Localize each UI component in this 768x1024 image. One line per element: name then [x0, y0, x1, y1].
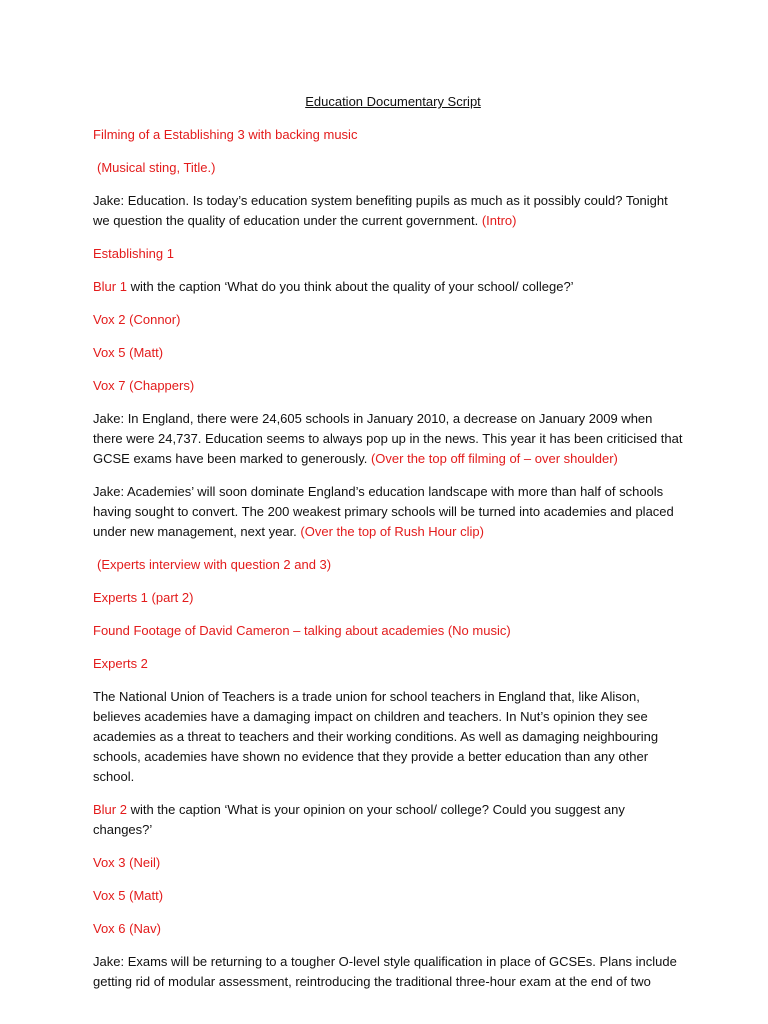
- cue-line: Experts 1 (part 2): [93, 590, 194, 605]
- vox-line: Vox 2 (Connor): [93, 312, 181, 327]
- narration-text: Exams will be returning to a tougher O-level style qualification in place of GCSEs. Plans include getting rid of modular assessment, reintroducing the traditional three-hour exam at the end of two: [93, 954, 677, 989]
- speaker-label: Jake:: [93, 484, 125, 499]
- vox-line: Vox 7 (Chappers): [93, 378, 195, 393]
- caption-text: with the caption ‘What is your opinion on your school/ college? Could you suggest any changes?’: [93, 802, 625, 837]
- caption-text: with the caption ‘What do you think about the quality of your school/ college?’: [126, 279, 574, 294]
- narration-paragraph: [93, 409, 683, 469]
- speaker-label: Jake:: [93, 954, 125, 969]
- blur-label: Blur 2: [93, 802, 127, 817]
- cue-line: Establishing 1: [93, 246, 174, 261]
- narration-paragraph: [93, 952, 683, 992]
- narration-text: Academies’ will soon dominate England’s education landscape with more than half of schools having sought to convert. The 200 weakest primary schools will be turned into academies and placed under new management, next year.: [93, 484, 674, 539]
- narration-text: Education. Is today’s education system benefiting pupils as much as it possibly could? Tonight we question the quality of education under the current government.: [93, 193, 668, 228]
- vox-line: Vox 5 (Matt): [93, 888, 164, 903]
- cue-line: (Experts interview with question 2 and 3): [97, 557, 332, 572]
- cue-line: (Musical sting, Title.): [97, 160, 216, 175]
- speaker-label: Jake:: [93, 411, 125, 426]
- document-title: Education Documentary Script: [305, 94, 481, 109]
- cue-line: Filming of a Establishing 3 with backing music: [93, 127, 358, 142]
- narration-paragraph: The National Union of Teachers is a trade union for school teachers in England that, like Alison, believes academies have a damaging impact on children and teachers. In Nut’s opinion they see academies as a threat to teachers and their working conditions. As well as damaging neighbouring schools, academies have shown no evidence that they provide a better education than any other school.: [93, 689, 659, 784]
- vox-line: Vox 3 (Neil): [93, 855, 161, 870]
- cue-line: Experts 2: [93, 656, 148, 671]
- cue-line: Found Footage of David Cameron – talking about academies (No music): [93, 623, 511, 638]
- blur-label: Blur 1: [93, 279, 127, 294]
- narration-paragraph: [93, 191, 683, 231]
- cue-inline: (Over the top of Rush Hour clip): [300, 524, 484, 539]
- cue-inline: (Intro): [481, 213, 517, 228]
- cue-inline: (Over the top off filming of – over shoulder): [370, 451, 618, 466]
- blur-paragraph: [93, 800, 683, 840]
- vox-line: Vox 6 (Nav): [93, 921, 161, 936]
- speaker-label: Jake:: [93, 193, 125, 208]
- script-page: [93, 92, 683, 1005]
- blur-paragraph: [93, 277, 683, 297]
- vox-line: Vox 5 (Matt): [93, 345, 164, 360]
- narration-text: In England, there were 24,605 schools in January 2010, a decrease on January 2009 when there were 24,737. Education seems to always pop up in the news. This year it has been criticised that GCSE exams have been marked to generously.: [93, 411, 683, 466]
- narration-paragraph: [93, 482, 683, 542]
